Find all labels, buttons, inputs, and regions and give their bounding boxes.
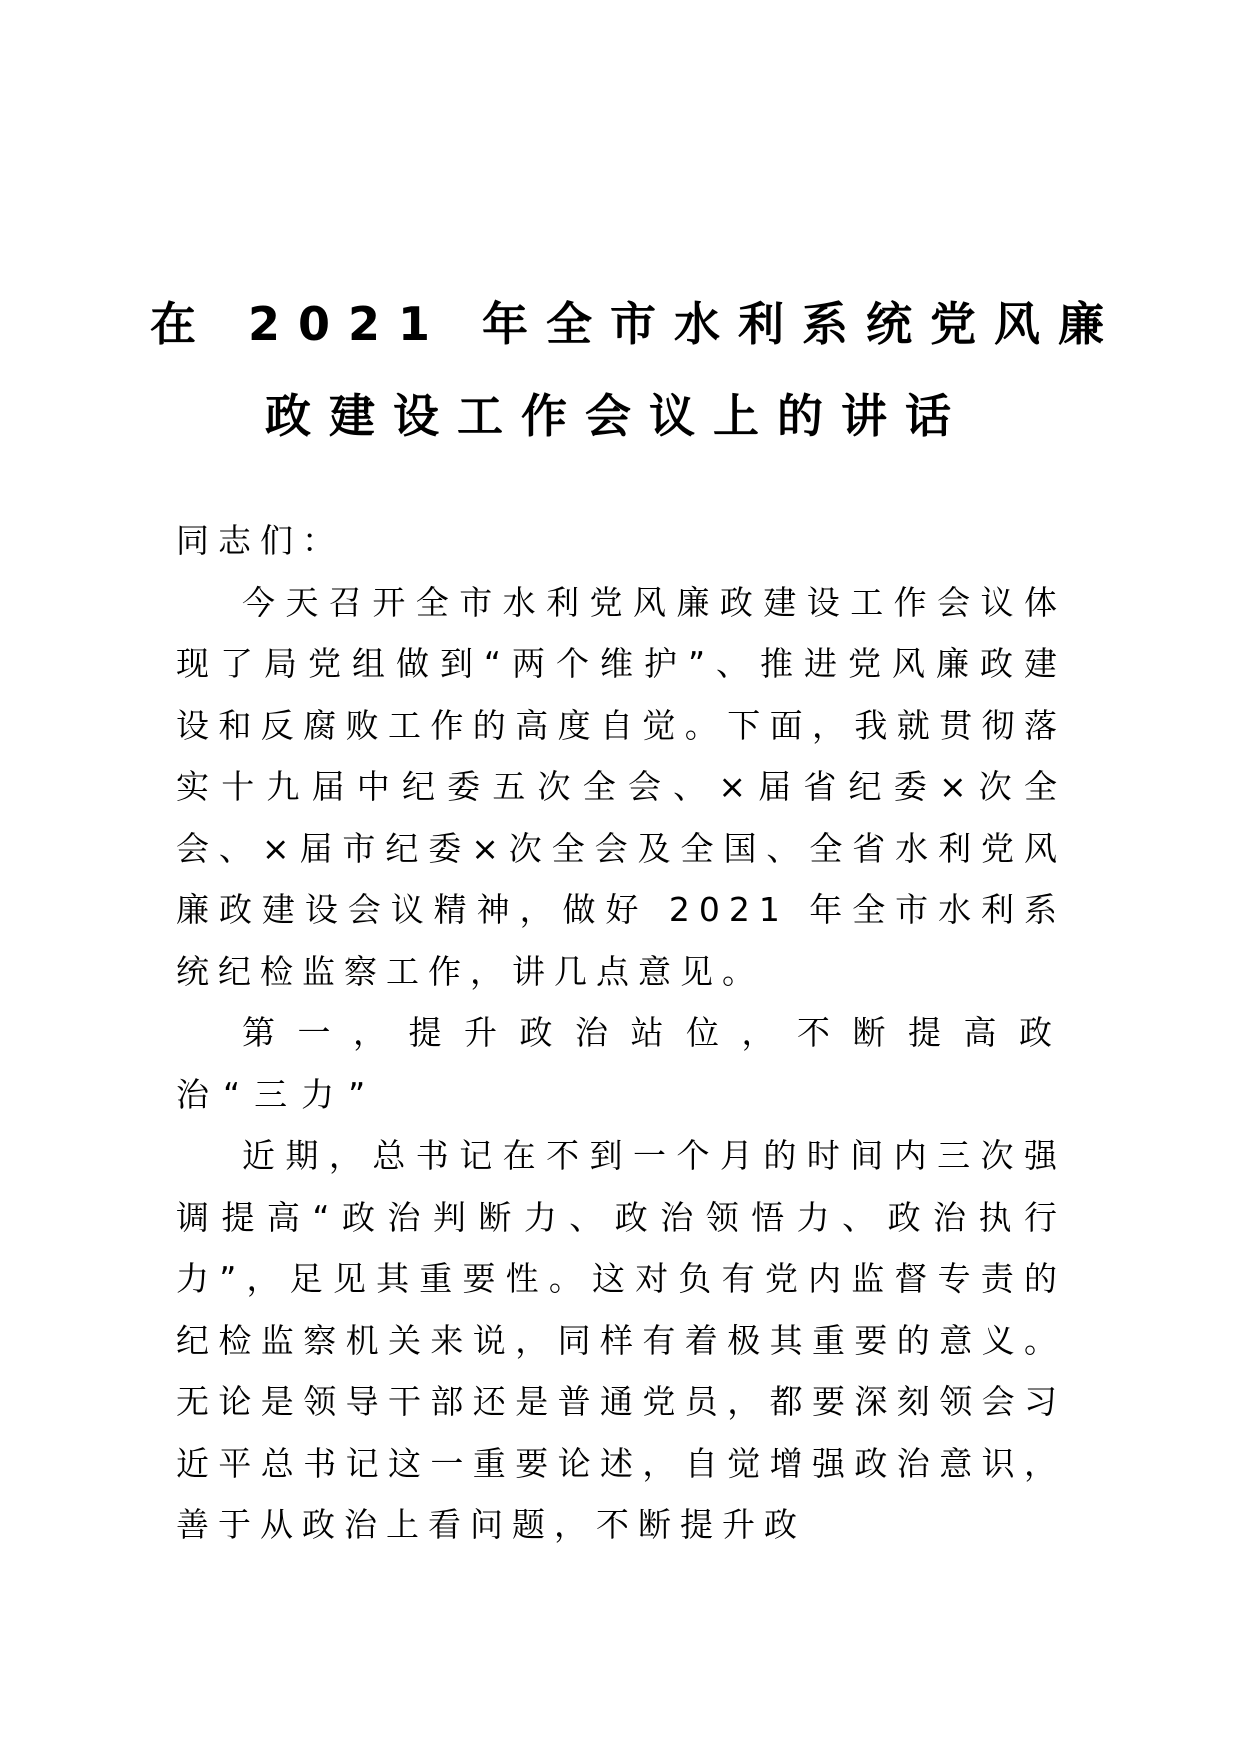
document-title — [150, 278, 1123, 462]
paragraph-section-1: 近期，总书记在不到一个月的时间内三次强调提高“政治判断力、政治领悟力、政治执行力”，足见其重要性。这对负有党内监督专责的纪检监察机关来说，同样有着极其重要的意义。无论是领导干部还是普通党员，都要深刻领会习近平总书记这一重要论述，自觉增强政治意识，善于从政治上看问题，不断提升政 — [176, 1136, 1066, 1544]
paragraph-intro: 今天召开全市水利党风廉政建设工作会议体现了局党组做到“两个维护”、推进党风廉政建设和反腐败工作的高度自觉。下面，我就贯彻落实十九届中纪委五次全会、×届省纪委×次全会、×届市纪委×次全会及全国、全省水利党风廉政建设会议精神，做好 2021 年全市水利系统纪检监察工作，讲几点意见。 — [176, 582, 1066, 991]
title-line-1: 在 2021 年全市水利系统党风廉 — [150, 297, 1123, 351]
document-body — [176, 510, 1066, 1556]
title-line-2: 政建设工作会议上的讲话 — [265, 389, 969, 443]
section-heading-1: 第一，提升政治站位，不断提高政治“三力” — [176, 1013, 1066, 1114]
salutation: 同志们： — [176, 521, 344, 560]
